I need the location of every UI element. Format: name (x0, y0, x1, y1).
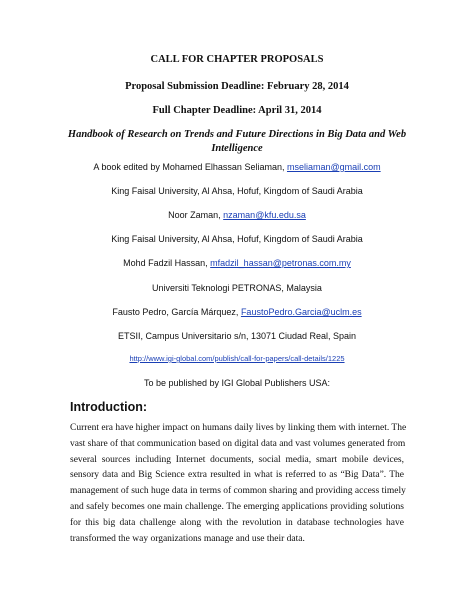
editor-4-affiliation: ETSII, Campus Universitario s/n, 13071 Ciudad Real, Spain (117, 331, 357, 341)
intro-line: management of such huge data in terms of common sharing and providing access timely (70, 486, 406, 497)
editor-1-email-link[interactable]: mseliaman@gmail.com (286, 162, 381, 172)
document-title: CALL FOR CHAPTER PROPOSALS (150, 54, 324, 65)
intro-line: transformed the way organizations manage and use their data. (70, 533, 305, 544)
editor-3-name: Mohd Fadzil Hassan, (123, 258, 211, 268)
intro-line: Current era have higher impact on humans daily lives by linking them with internet. The (70, 423, 407, 433)
book-title (0, 128, 474, 156)
editor-2-email-link[interactable]: nzaman@kfu.edu.sa (223, 210, 306, 220)
intro-line: vast share of that communication based on digital data and vast volumes generated from (70, 438, 406, 449)
intro-line: and safely becomes one main challenge. The emerging applications providing solutions (70, 501, 404, 512)
editor-2-name: Noor Zaman, (168, 210, 224, 220)
intro-line: for this big data challenge along with the revolution in database technologies have (70, 517, 404, 528)
call-url (0, 354, 474, 363)
intro-line: several sources including Internet documents, social media, smart mobile devices, (70, 454, 404, 465)
editor-2-affiliation: King Faisal University, Al Ahsa, Hofuf, Kingdom of Saudi Arabia (111, 234, 363, 244)
intro-line: sensory data and Big Science extra resulted in what is referred to as “Big Data”. The (70, 470, 404, 481)
chapter-deadline: Full Chapter Deadline: April 31, 2014 (152, 105, 322, 116)
introduction-heading: Introduction: (70, 400, 148, 414)
editor-3-affiliation: Universiti Teknologi PETRONAS, Malaysia (152, 283, 322, 293)
editor-3 (0, 258, 474, 268)
editor-2 (0, 210, 474, 220)
editor-1 (0, 162, 474, 172)
book-title-line-2: Intelligence (211, 143, 263, 154)
editor-4-email-link[interactable]: FaustoPedro.Garcia@uclm.es (240, 307, 362, 317)
call-url-link[interactable]: http://www.igi-global.com/publish/call-for-papers/call-details/1225 (129, 354, 345, 363)
editor-1-affiliation: King Faisal University, Al Ahsa, Hofuf, Kingdom of Saudi Arabia (111, 186, 363, 196)
publisher-line: To be published by IGI Global Publishers USA: (143, 378, 331, 388)
introduction-paragraph (70, 421, 407, 547)
book-title-line-1: Handbook of Research on Trends and Future Directions in Big Data and Web (67, 129, 407, 140)
proposal-deadline: Proposal Submission Deadline: February 28, 2014 (125, 81, 349, 92)
editor-4-name: Fausto Pedro, García Márquez, (112, 307, 241, 317)
editor-1-name: A book edited by Mohamed Elhassan Seliaman, (93, 162, 287, 172)
editor-4 (0, 307, 474, 317)
editor-3-email-link[interactable]: mfadzil_hassan@petronas.com.my (210, 258, 351, 268)
